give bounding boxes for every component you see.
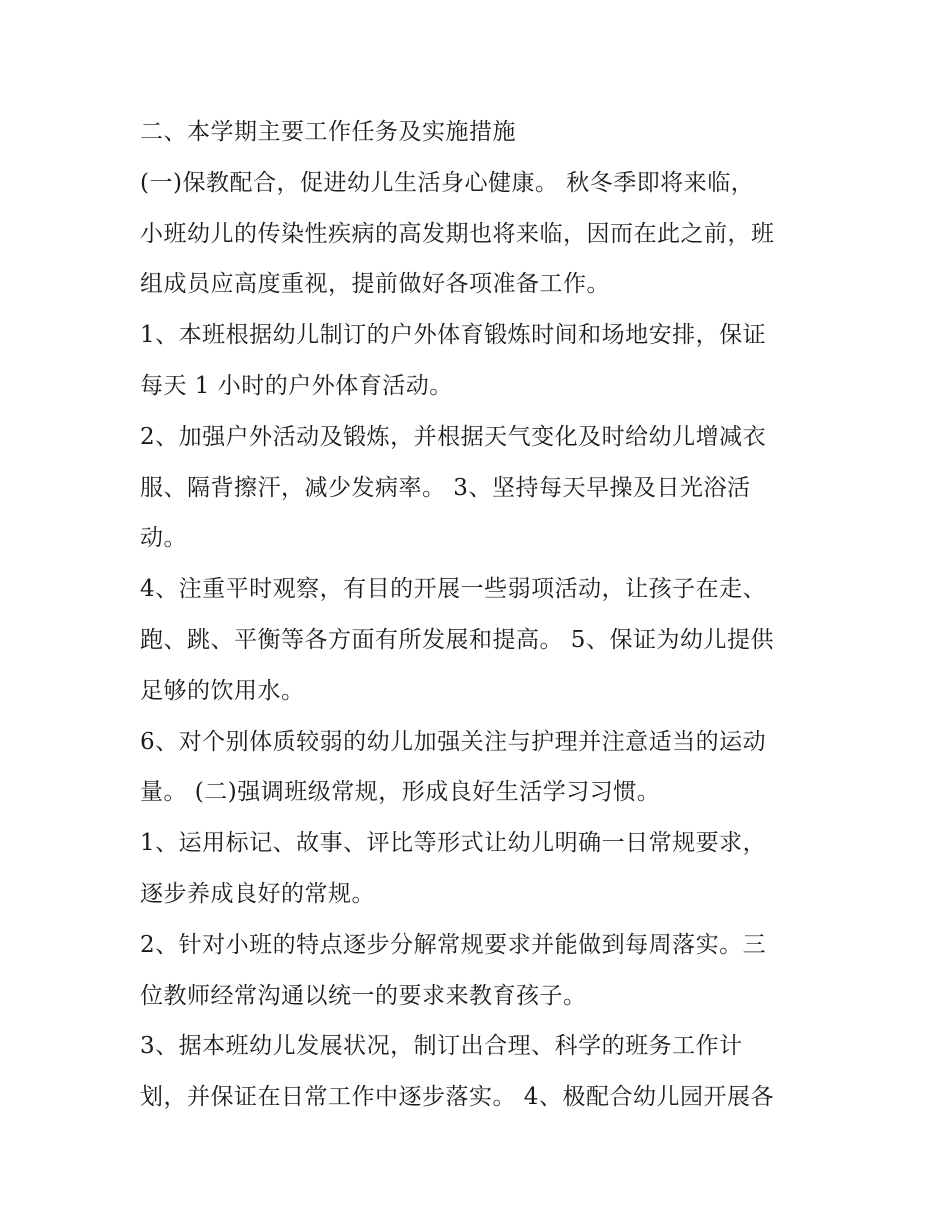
text-line: 每天 1 小时的户外体育活动。 xyxy=(140,372,453,399)
text-line: 跑、跳、平衡等各方面有所发展和提高。 5、保证为幼儿提供 xyxy=(140,626,774,653)
text-line: 2、加强户外活动及锻炼，并根据天气变化及时给幼儿增减衣 xyxy=(140,423,767,450)
text-line: 4、注重平时观察，有目的开展一些弱项活动，让孩子在走、 xyxy=(140,576,767,603)
text-line: 小班幼儿的传染性疾病的高发期也将来临，因而在此之前，班 xyxy=(140,220,775,247)
section-heading: 二、本学期主要工作任务及实施措施 xyxy=(140,119,516,145)
text-line: 1、运用标记、故事、评比等形式让幼儿明确一日常规要求， xyxy=(140,830,767,857)
text-line: 1、本班根据幼儿制订的户外体育锻炼时间和场地安排，保证 xyxy=(140,322,767,349)
text-line: 位教师经常沟通以统一的要求来教育孩子。 xyxy=(140,982,587,1009)
text-line: 动。 xyxy=(140,525,187,552)
text-line: 逐步养成良好的常规。 xyxy=(140,880,375,907)
text-line: 2、针对小班的特点逐步分解常规要求并能做到每周落实。三 xyxy=(140,931,767,958)
text-line: 划，并保证在日常工作中逐步落实。 4、极配合幼儿园开展各 xyxy=(140,1084,774,1111)
text-line: 量。 (二)强调班级常规，形成良好生活学习习惯。 xyxy=(140,779,661,806)
text-line: 6、对个别体质较弱的幼儿加强关注与护理并注意适当的运动 xyxy=(140,728,767,755)
text-line: 服、隔背擦汗，减少发病率。 3、坚持每天早操及日光浴活 xyxy=(140,474,751,501)
document-body xyxy=(140,107,820,1123)
text-line: 3、据本班幼儿发展状况，制订出合理、科学的班务工作计 xyxy=(140,1033,743,1060)
text-line: (一)保教配合，促进幼儿生活身心健康。 秋冬季即将来临， xyxy=(140,169,755,196)
text-line: 足够的饮用水。 xyxy=(140,677,305,704)
text-line: 组成员应高度重视，提前做好各项准备工作。 xyxy=(140,271,610,298)
